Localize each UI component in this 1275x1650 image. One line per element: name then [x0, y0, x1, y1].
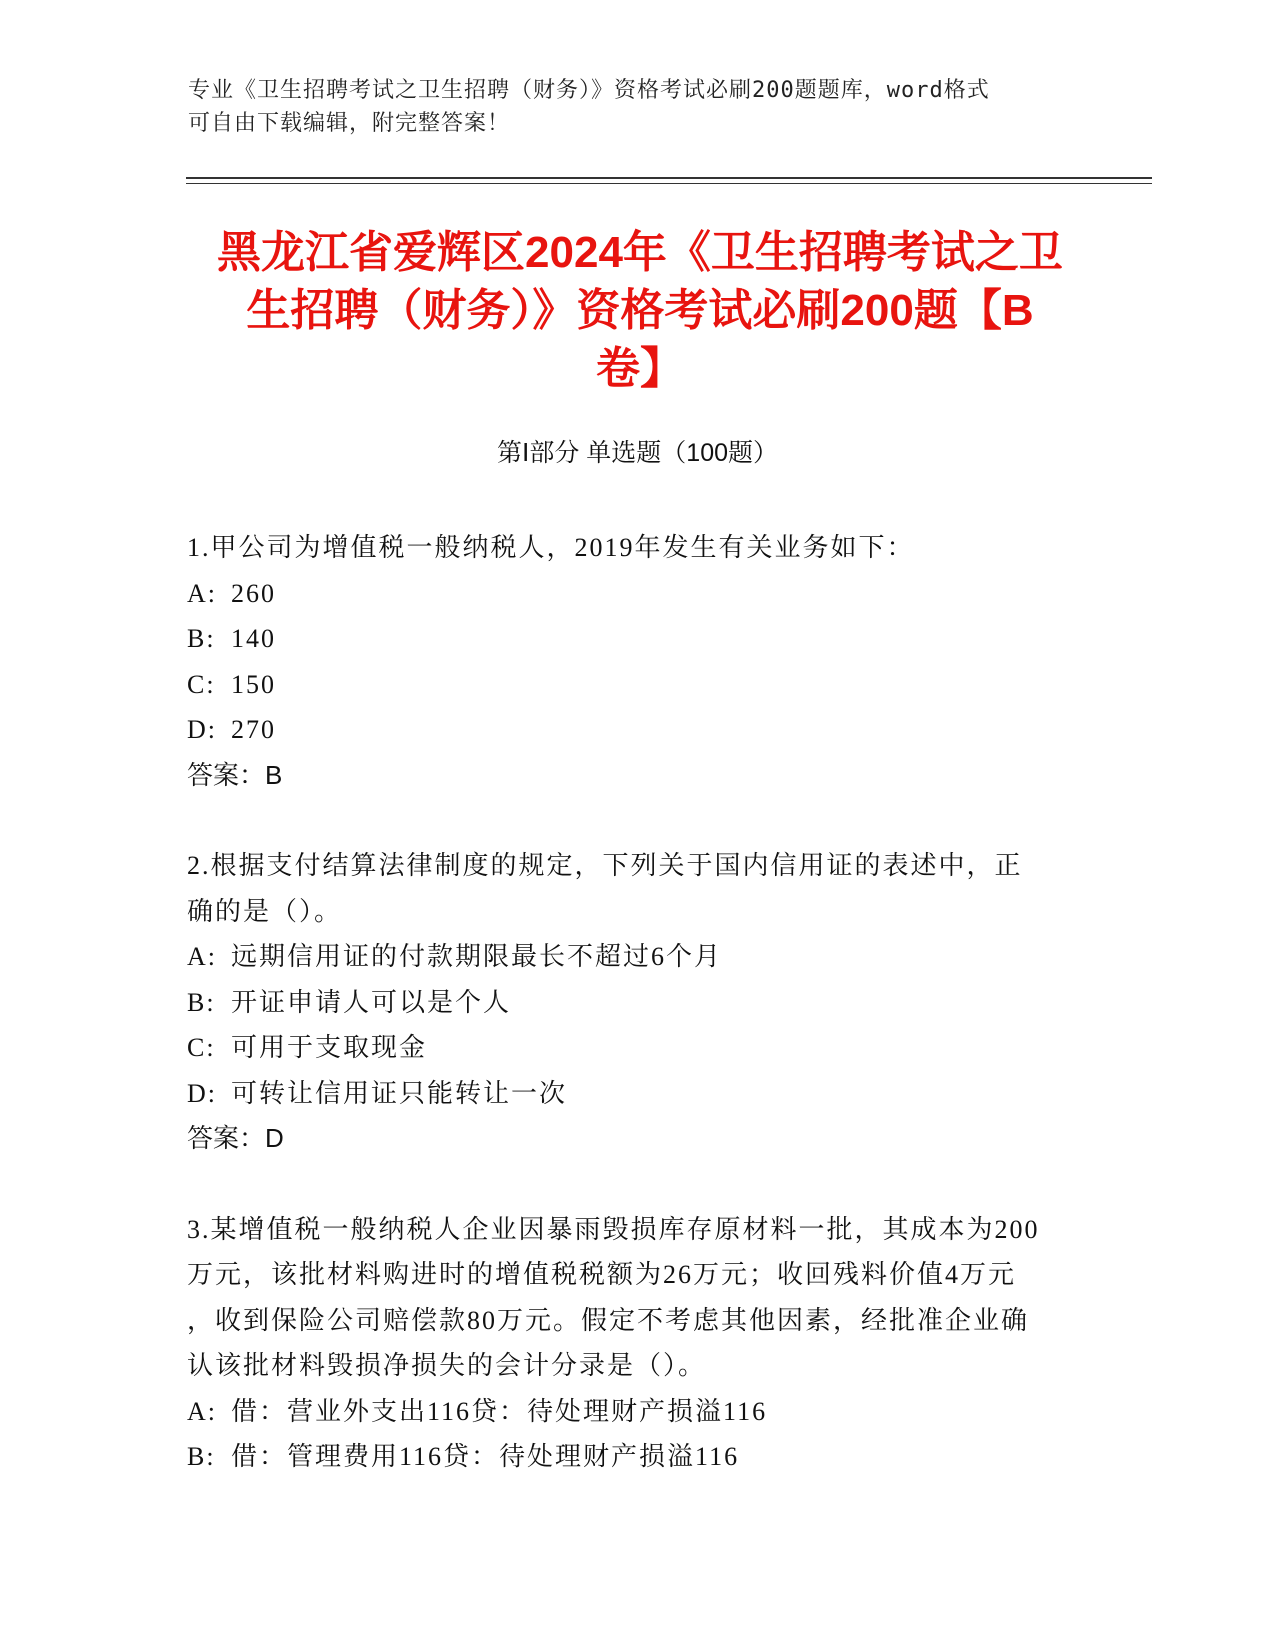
- question-list: [187, 525, 1087, 1480]
- option-text: 开证申请人可以是个人: [231, 987, 512, 1017]
- question-spacer: [187, 1162, 1087, 1207]
- option-text: 270: [231, 715, 276, 744]
- answer-option: [187, 980, 1087, 1026]
- question-item: [187, 525, 1087, 798]
- option-key: A:: [187, 1396, 217, 1426]
- option-key: C:: [187, 1033, 216, 1062]
- title-line: 黑龙江省爱辉区2024年《卫生招聘考试之卫: [217, 228, 1063, 277]
- header-divider-thin: [186, 183, 1152, 184]
- answer-option: [187, 662, 1087, 708]
- option-text: 远期信用证的付款期限最长不超过6个月: [231, 942, 723, 971]
- question-stem: 确的是（）。: [187, 896, 343, 926]
- option-key: A:: [187, 942, 217, 971]
- answer-option: [187, 1025, 1087, 1071]
- answer-option: [187, 934, 1087, 980]
- answer-option: [187, 571, 1087, 617]
- question-stem: 3.某增值税一般纳税人企业因暴雨毁损库存原材料一批，其成本为200: [187, 1214, 1040, 1244]
- answer-option: [187, 1071, 1087, 1117]
- question-item: [187, 843, 1087, 1162]
- option-key: A:: [187, 578, 217, 608]
- answer-line: 答案：D: [187, 1123, 284, 1153]
- section-heading: 第Ⅰ部分 单选题（100题）: [496, 439, 779, 467]
- question-stem: 2.根据支付结算法律制度的规定，下列关于国内信用证的表述中，正: [187, 851, 1023, 880]
- header-note-line: 可自由下载编辑，附完整答案！: [188, 111, 511, 136]
- title-line: 卷】: [596, 344, 684, 393]
- answer-option: [187, 616, 1087, 662]
- option-key: D:: [187, 1078, 217, 1108]
- option-text: 260: [231, 578, 276, 608]
- option-text: 150: [231, 669, 276, 699]
- question-item: [187, 1207, 1087, 1480]
- question-stem: 认该批材料毁损净损失的会计分录是（）。: [187, 1351, 707, 1380]
- answer-line: 答案：B: [187, 759, 283, 790]
- answer-option: [187, 1434, 1087, 1480]
- option-text: 可用于支取现金: [231, 1033, 428, 1062]
- option-text: 借：管理费用116贷：待处理财产损溢116: [231, 1442, 740, 1471]
- option-key: B:: [187, 987, 216, 1017]
- question-stem: ，收到保险公司赔偿款80万元。假定不考虑其他因素，经批准企业确: [187, 1305, 1030, 1335]
- option-key: B:: [187, 1442, 216, 1471]
- option-key: D:: [187, 715, 217, 744]
- option-key: C:: [187, 669, 216, 699]
- document-title: [180, 224, 1100, 398]
- title-line: 生招聘（财务）》资格考试必刷200题【B: [246, 286, 1034, 335]
- answer-option: [187, 707, 1087, 753]
- option-text: 借：营业外支出116贷：待处理财产损溢116: [231, 1396, 768, 1426]
- question-stem: 万元，该批材料购进时的增值税税额为26万元；收回残料价值4万元: [187, 1260, 1017, 1289]
- option-text: 可转让信用证只能转让一次: [231, 1078, 568, 1108]
- option-text: 140: [231, 624, 276, 653]
- question-spacer: [187, 798, 1087, 843]
- option-key: B:: [187, 624, 216, 653]
- answer-option: [187, 1389, 1087, 1435]
- header-note-line: 专业《卫生招聘考试之卫生招聘（财务）》资格考试必刷200题题库，word格式: [188, 78, 990, 103]
- header-note: [188, 74, 1088, 140]
- header-divider-thick: [186, 177, 1152, 179]
- question-stem: 1.甲公司为增值税一般纳税人，2019年发生有关业务如下：: [187, 533, 915, 562]
